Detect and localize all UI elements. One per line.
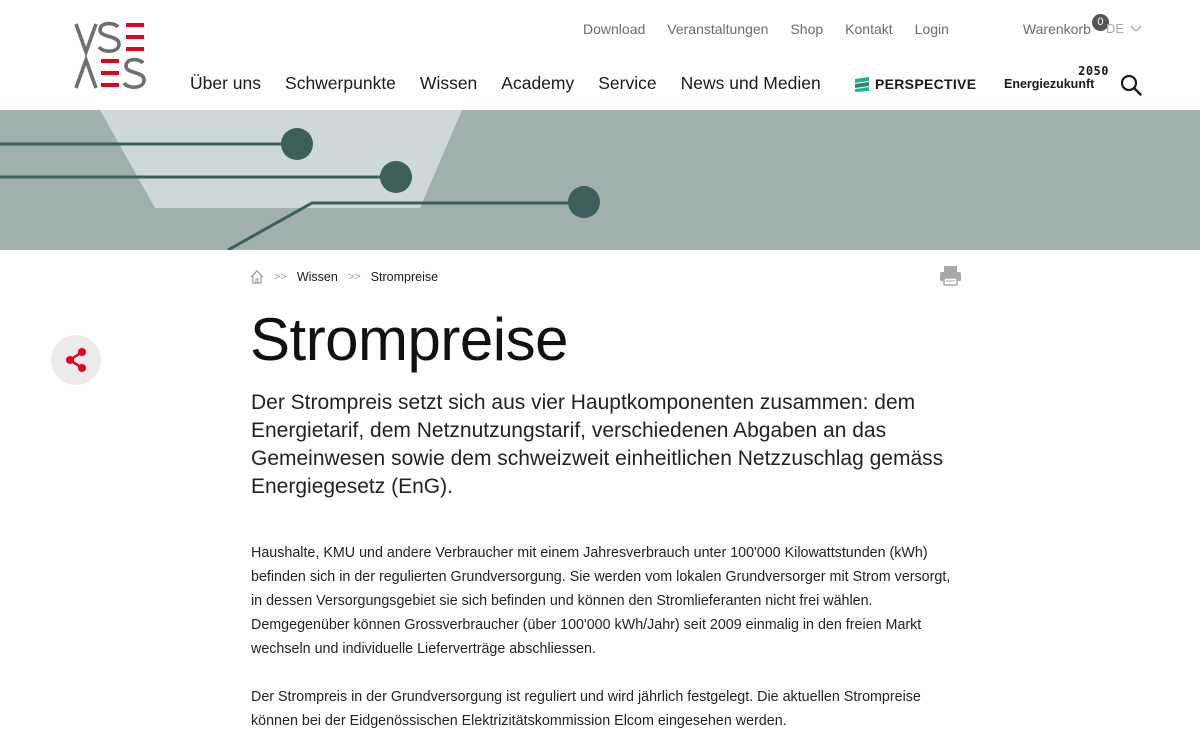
breadcrumb-item-current: Strompreise xyxy=(370,270,439,284)
topnav-kontakt[interactable]: Kontakt xyxy=(845,21,893,37)
breadcrumb-separator: >> xyxy=(347,271,361,283)
perspective-logo-icon xyxy=(854,76,870,92)
mainnav-service[interactable]: Service xyxy=(598,73,657,93)
breadcrumb-item-wissen[interactable]: Wissen xyxy=(296,270,338,284)
body-paragraph: Haushalte, KMU und andere Verbraucher mit einem Jahresverbrauch unter 100'000 Kilowattstunden (kWh) befinden sich in der regulierten Grundversorgung. Sie werden vom lokalen Grundversorger mit Strom versorgt, in dessen Versorgungsgebiet sie sich befinden und können den Stromlieferanten nicht frei wählen. Demgegenüber können Grossverbraucher (über 100'000 kWh/Jahr) seit 2009 einmalig in den freien Markt wechseln und individuelle Lieferverträge abschliessen. xyxy=(251,545,951,657)
cart-count-badge: 0 xyxy=(1092,14,1109,31)
topnav-veranstaltungen[interactable]: Veranstaltungen xyxy=(667,21,769,37)
site-header xyxy=(0,0,1200,110)
main-navigation xyxy=(190,73,845,94)
page-title: Strompreise xyxy=(250,306,568,373)
chevron-down-icon xyxy=(1130,25,1142,33)
body-paragraph: Der Strompreis in der Grundversorgung ist reguliert und wird jährlich festgelegt. Die aktuellen Strompreise können bei der Eidgenössischen Elektrizitätskommission Elcom eingesehen werden. xyxy=(251,689,921,729)
perspective-label: PERSPECTIVE xyxy=(875,76,977,92)
breadcrumb-separator: >> xyxy=(274,271,287,283)
language-label: DE xyxy=(1106,21,1125,36)
topnav-download[interactable]: Download xyxy=(583,21,646,37)
mainnav-schwerpunkte[interactable]: Schwerpunkte xyxy=(285,73,396,93)
mainnav-ueber-uns[interactable]: Über uns xyxy=(190,73,262,93)
vse-aes-logo[interactable] xyxy=(74,20,146,90)
language-selector[interactable] xyxy=(1106,21,1142,36)
mainnav-academy[interactable]: Academy xyxy=(501,73,575,93)
mainnav-news-und-medien[interactable]: News und Medien xyxy=(680,73,821,93)
share-button[interactable] xyxy=(51,335,101,385)
top-navigation xyxy=(583,16,1104,37)
hero-banner xyxy=(0,110,1200,250)
energiezukunft-year: 2050 xyxy=(1078,64,1109,78)
home-icon[interactable] xyxy=(250,270,264,284)
topnav-login[interactable]: Login xyxy=(914,21,949,37)
energiezukunft-link[interactable] xyxy=(1004,64,1112,94)
lead-paragraph: Der Strompreis setzt sich aus vier Hauptkomponenten zusammen: dem Energietarif, dem Netznutzungstarif, verschiedenen Abgaben an das Gemeinwesen sowie dem schweizweit einheitlichen Netzzuschlag gemäss Energiegesetz (EnG). xyxy=(251,391,944,498)
topnav-shop[interactable]: Shop xyxy=(790,21,824,37)
breadcrumb xyxy=(250,270,438,284)
mainnav-wissen[interactable]: Wissen xyxy=(419,73,478,93)
print-icon[interactable] xyxy=(939,265,962,286)
energiezukunft-label: Energiezukunft xyxy=(1004,77,1095,91)
search-icon[interactable] xyxy=(1120,74,1142,96)
perspective-link[interactable] xyxy=(854,76,976,92)
cart-link[interactable] xyxy=(1022,16,1104,37)
share-icon xyxy=(62,346,90,374)
cart-label: Warenkorb xyxy=(1022,21,1091,37)
circuit-illustration xyxy=(0,110,1200,250)
